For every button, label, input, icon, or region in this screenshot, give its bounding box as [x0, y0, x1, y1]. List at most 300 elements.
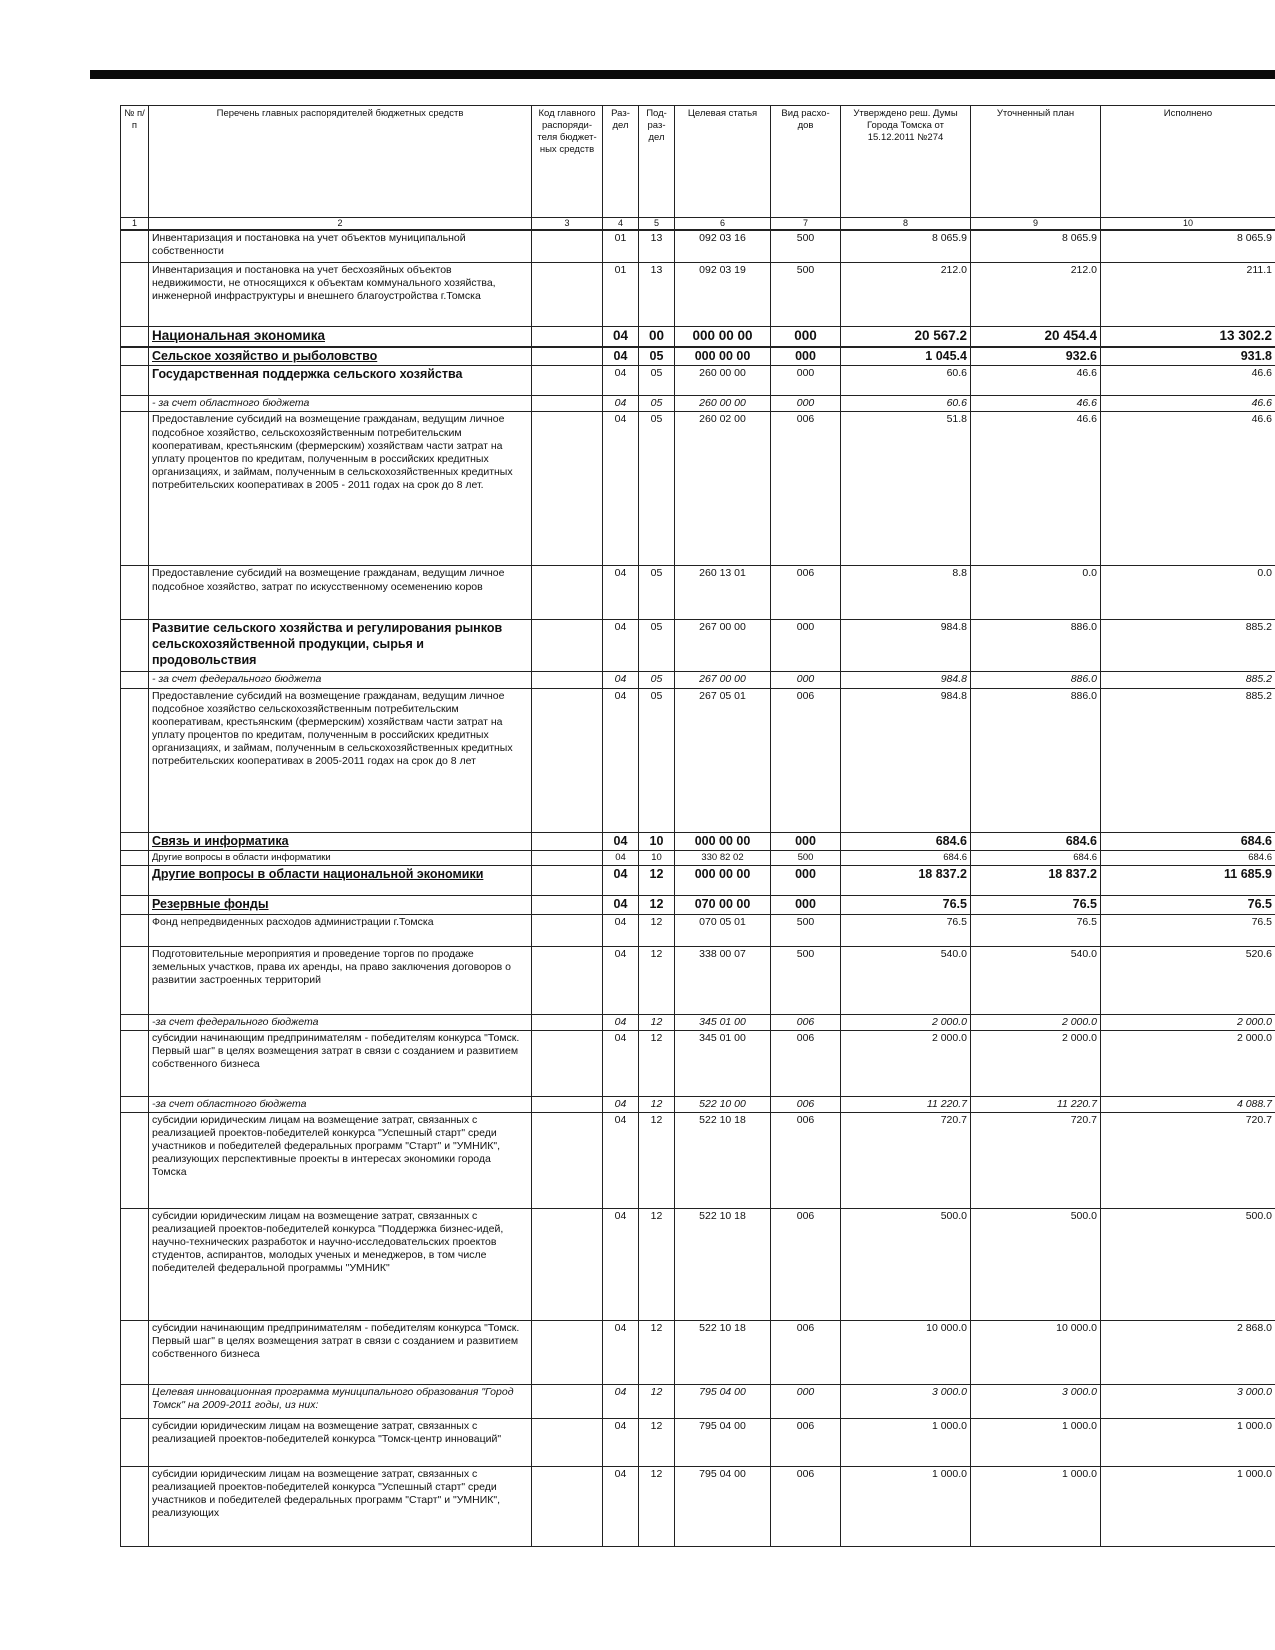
column-number: 1	[121, 218, 149, 231]
table-row	[121, 1096, 1275, 1112]
row-number-cell	[121, 230, 149, 262]
row-podrazdel-cell: 05	[639, 396, 675, 412]
row-number-cell	[121, 1030, 149, 1096]
row-utverzhdeno-cell: 984.8	[841, 688, 971, 832]
row-tsel-cell: 070 05 01	[675, 914, 771, 946]
row-podrazdel-cell: 12	[639, 1418, 675, 1466]
row-tsel-cell: 338 00 07	[675, 946, 771, 1014]
row-ispolneno-cell: 684.6	[1101, 851, 1275, 866]
row-vid-cell: 006	[771, 1030, 841, 1096]
header-name: Перечень главных распорядителей бюджетных средств	[149, 106, 532, 218]
row-podrazdel-cell: 12	[639, 1112, 675, 1208]
table-row	[121, 851, 1275, 866]
row-utochnenny-plan-cell: 886.0	[971, 688, 1101, 832]
table-row	[121, 620, 1275, 672]
row-kod-cell	[532, 1384, 603, 1418]
row-utochnenny-plan-cell: 684.6	[971, 851, 1101, 866]
row-number-cell	[121, 688, 149, 832]
row-utverzhdeno-cell: 984.8	[841, 620, 971, 672]
row-tsel-cell: 345 01 00	[675, 1014, 771, 1030]
row-razdel-cell: 04	[603, 688, 639, 832]
row-utochnenny-plan-cell: 886.0	[971, 620, 1101, 672]
row-kod-cell	[532, 672, 603, 688]
row-podrazdel-cell: 12	[639, 1096, 675, 1112]
row-kod-cell	[532, 832, 603, 851]
header-num: № п/п	[121, 106, 149, 218]
row-razdel-cell: 04	[603, 851, 639, 866]
row-number-cell	[121, 347, 149, 366]
row-vid-cell: 500	[771, 851, 841, 866]
row-utverzhdeno-cell: 3 000.0	[841, 1384, 971, 1418]
row-ispolneno-cell: 1 000.0	[1101, 1466, 1275, 1546]
row-tsel-cell: 522 10 18	[675, 1208, 771, 1320]
row-vid-cell: 006	[771, 1014, 841, 1030]
row-ispolneno-cell: 8 065.9	[1101, 230, 1275, 262]
row-utverzhdeno-cell: 2 000.0	[841, 1030, 971, 1096]
table-body	[121, 230, 1275, 1546]
row-number-cell	[121, 1384, 149, 1418]
row-ispolneno-cell: 76.5	[1101, 914, 1275, 946]
row-utverzhdeno-cell: 10 000.0	[841, 1320, 971, 1384]
row-tsel-cell: 345 01 00	[675, 1030, 771, 1096]
row-ispolneno-cell: 885.2	[1101, 688, 1275, 832]
row-ispolneno-cell: 0.0	[1101, 566, 1275, 620]
row-number-cell	[121, 1096, 149, 1112]
row-ispolneno-cell: 46.6	[1101, 396, 1275, 412]
row-utochnenny-plan-cell: 2 000.0	[971, 1030, 1101, 1096]
row-podrazdel-cell: 12	[639, 896, 675, 915]
column-number: 8	[841, 218, 971, 231]
budget-table	[120, 105, 1275, 1547]
row-number-cell	[121, 412, 149, 566]
row-name-cell: субсидии юридическим лицам на возмещение затрат, связанных с реализацией проектов-победителей конкурса "Успешный старт" среди участников и победителей федеральных программ "Старт" и "УМНИК", реализующих	[149, 1466, 532, 1546]
row-name-cell: -за счет областного бюджета	[149, 1096, 532, 1112]
row-razdel-cell: 04	[603, 412, 639, 566]
row-number-cell	[121, 1466, 149, 1546]
row-utochnenny-plan-cell: 20 454.4	[971, 326, 1101, 346]
row-name-cell: Сельское хозяйство и рыболовство	[149, 347, 532, 366]
table-row	[121, 566, 1275, 620]
row-utverzhdeno-cell: 60.6	[841, 366, 971, 396]
table-row	[121, 1466, 1275, 1546]
row-vid-cell: 000	[771, 672, 841, 688]
row-tsel-cell: 267 00 00	[675, 672, 771, 688]
row-kod-cell	[532, 1096, 603, 1112]
row-utverzhdeno-cell: 720.7	[841, 1112, 971, 1208]
row-podrazdel-cell: 05	[639, 366, 675, 396]
row-number-cell	[121, 914, 149, 946]
row-kod-cell	[532, 1112, 603, 1208]
row-tsel-cell: 000 00 00	[675, 326, 771, 346]
table-row	[121, 412, 1275, 566]
row-utochnenny-plan-cell: 8 065.9	[971, 230, 1101, 262]
row-number-cell	[121, 896, 149, 915]
row-name-cell: субсидии юридическим лицам на возмещение затрат, связанных с реализацией проектов-победителей конкурса "Томск-центр инноваций"	[149, 1418, 532, 1466]
row-name-cell: Фонд непредвиденных расходов администрации г.Томска	[149, 914, 532, 946]
table-row	[121, 1418, 1275, 1466]
row-podrazdel-cell: 13	[639, 230, 675, 262]
row-number-cell	[121, 1418, 149, 1466]
row-utverzhdeno-cell: 60.6	[841, 396, 971, 412]
row-kod-cell	[532, 230, 603, 262]
row-ispolneno-cell: 211.1	[1101, 262, 1275, 326]
row-podrazdel-cell: 10	[639, 851, 675, 866]
row-utochnenny-plan-cell: 932.6	[971, 347, 1101, 366]
row-ispolneno-cell: 3 000.0	[1101, 1384, 1275, 1418]
row-razdel-cell: 04	[603, 672, 639, 688]
row-utverzhdeno-cell: 76.5	[841, 896, 971, 915]
row-kod-cell	[532, 1320, 603, 1384]
row-tsel-cell: 522 10 18	[675, 1112, 771, 1208]
row-utochnenny-plan-cell: 684.6	[971, 832, 1101, 851]
row-podrazdel-cell: 12	[639, 1384, 675, 1418]
table-row	[121, 262, 1275, 326]
row-vid-cell: 000	[771, 832, 841, 851]
row-podrazdel-cell: 05	[639, 620, 675, 672]
row-tsel-cell: 000 00 00	[675, 347, 771, 366]
row-razdel-cell: 04	[603, 1418, 639, 1466]
row-name-cell: Инвентаризация и постановка на учет объектов муниципальной собственности	[149, 230, 532, 262]
row-utochnenny-plan-cell: 2 000.0	[971, 1014, 1101, 1030]
row-vid-cell: 000	[771, 347, 841, 366]
row-name-cell: - за счет областного бюджета	[149, 396, 532, 412]
table-row	[121, 914, 1275, 946]
row-utochnenny-plan-cell: 886.0	[971, 672, 1101, 688]
table-row	[121, 1030, 1275, 1096]
row-kod-cell	[532, 326, 603, 346]
row-podrazdel-cell: 05	[639, 688, 675, 832]
row-tsel-cell: 267 05 01	[675, 688, 771, 832]
row-ispolneno-cell: 76.5	[1101, 896, 1275, 915]
row-vid-cell: 000	[771, 866, 841, 896]
row-tsel-cell: 795 04 00	[675, 1384, 771, 1418]
row-podrazdel-cell: 12	[639, 1030, 675, 1096]
row-kod-cell	[532, 412, 603, 566]
row-ispolneno-cell: 684.6	[1101, 832, 1275, 851]
row-name-cell: Развитие сельского хозяйства и регулирования рынков сельскохозяйственной продукции, сырья и продовольствия	[149, 620, 532, 672]
row-kod-cell	[532, 896, 603, 915]
row-kod-cell	[532, 851, 603, 866]
row-tsel-cell: 267 00 00	[675, 620, 771, 672]
row-utochnenny-plan-cell: 212.0	[971, 262, 1101, 326]
row-utverzhdeno-cell: 2 000.0	[841, 1014, 971, 1030]
row-kod-cell	[532, 566, 603, 620]
row-podrazdel-cell: 12	[639, 1466, 675, 1546]
row-vid-cell: 000	[771, 366, 841, 396]
column-number: 6	[675, 218, 771, 231]
row-razdel-cell: 04	[603, 396, 639, 412]
row-ispolneno-cell: 520.6	[1101, 946, 1275, 1014]
row-name-cell: Резервные фонды	[149, 896, 532, 915]
row-vid-cell: 500	[771, 262, 841, 326]
row-name-cell: Предоставление субсидий на возмещение гражданам, ведущим личное подсобное хозяйство, затрат по искусственному осеменению коров	[149, 566, 532, 620]
row-kod-cell	[532, 866, 603, 896]
table-row	[121, 1014, 1275, 1030]
row-podrazdel-cell: 12	[639, 1208, 675, 1320]
row-number-cell	[121, 672, 149, 688]
row-utverzhdeno-cell: 18 837.2	[841, 866, 971, 896]
row-tsel-cell: 522 10 18	[675, 1320, 771, 1384]
row-razdel-cell: 04	[603, 1208, 639, 1320]
column-number: 10	[1101, 218, 1275, 231]
row-vid-cell: 000	[771, 620, 841, 672]
row-razdel-cell: 04	[603, 1014, 639, 1030]
row-vid-cell: 000	[771, 326, 841, 346]
row-razdel-cell: 04	[603, 832, 639, 851]
row-razdel-cell: 04	[603, 946, 639, 1014]
table-row	[121, 396, 1275, 412]
row-utverzhdeno-cell: 1 000.0	[841, 1418, 971, 1466]
table-row	[121, 866, 1275, 896]
row-podrazdel-cell: 05	[639, 347, 675, 366]
row-name-cell: субсидии юридическим лицам на возмещение затрат, связанных с реализацией проектов-победителей конкурса "Успешный старт" среди участников и победителей федеральных программ "Старт" и "УМНИК", реализующих перспективные проекты в интересах экономики города Томска	[149, 1112, 532, 1208]
header-row	[121, 106, 1275, 218]
column-number: 2	[149, 218, 532, 231]
row-vid-cell: 006	[771, 1466, 841, 1546]
row-razdel-cell: 04	[603, 1320, 639, 1384]
row-ispolneno-cell: 2 868.0	[1101, 1320, 1275, 1384]
row-utverzhdeno-cell: 8.8	[841, 566, 971, 620]
row-razdel-cell: 04	[603, 566, 639, 620]
row-razdel-cell: 04	[603, 620, 639, 672]
row-podrazdel-cell: 12	[639, 1014, 675, 1030]
row-kod-cell	[532, 1418, 603, 1466]
row-tsel-cell: 795 04 00	[675, 1466, 771, 1546]
row-razdel-cell: 04	[603, 1384, 639, 1418]
row-tsel-cell: 522 10 00	[675, 1096, 771, 1112]
row-ispolneno-cell: 931.8	[1101, 347, 1275, 366]
row-ispolneno-cell: 885.2	[1101, 672, 1275, 688]
row-utochnenny-plan-cell: 76.5	[971, 896, 1101, 915]
row-number-cell	[121, 326, 149, 346]
row-name-cell: Государственная поддержка сельского хозяйства	[149, 366, 532, 396]
row-utochnenny-plan-cell: 46.6	[971, 366, 1101, 396]
row-name-cell: субсидии юридическим лицам на возмещение затрат, связанных с реализацией проектов-победителей конкурса "Поддержка бизнес-идей, научно-технических разработок и научно-исследовательских проектов студентов, аспирантов, молодых ученых и менеджеров, в том числе победителей федеральной программы "УМНИК"	[149, 1208, 532, 1320]
row-tsel-cell: 260 13 01	[675, 566, 771, 620]
row-ispolneno-cell: 500.0	[1101, 1208, 1275, 1320]
row-ispolneno-cell: 46.6	[1101, 366, 1275, 396]
row-utochnenny-plan-cell: 720.7	[971, 1112, 1101, 1208]
row-razdel-cell: 04	[603, 914, 639, 946]
top-rule	[90, 70, 1275, 79]
row-utochnenny-plan-cell: 46.6	[971, 412, 1101, 566]
row-tsel-cell: 000 00 00	[675, 832, 771, 851]
table-row	[121, 366, 1275, 396]
row-kod-cell	[532, 396, 603, 412]
row-number-cell	[121, 851, 149, 866]
row-number-cell	[121, 566, 149, 620]
row-podrazdel-cell: 12	[639, 946, 675, 1014]
column-number: 5	[639, 218, 675, 231]
row-utverzhdeno-cell: 684.6	[841, 832, 971, 851]
row-name-cell: Связь и информатика	[149, 832, 532, 851]
row-name-cell: Другие вопросы в области национальной экономики	[149, 866, 532, 896]
column-number: 9	[971, 218, 1101, 231]
row-tsel-cell: 330 82 02	[675, 851, 771, 866]
row-number-cell	[121, 620, 149, 672]
row-utverzhdeno-cell: 1 000.0	[841, 1466, 971, 1546]
table-row	[121, 1384, 1275, 1418]
row-vid-cell: 500	[771, 914, 841, 946]
table-row	[121, 230, 1275, 262]
row-razdel-cell: 04	[603, 366, 639, 396]
row-podrazdel-cell: 05	[639, 566, 675, 620]
header-vid: Вид расхо-дов	[771, 106, 841, 218]
row-number-cell	[121, 396, 149, 412]
table-row	[121, 326, 1275, 346]
header-utochnenny-plan: Уточненный план	[971, 106, 1101, 218]
row-ispolneno-cell: 720.7	[1101, 1112, 1275, 1208]
header-kod: Код главного распоряди-теля бюджет-ных средств	[532, 106, 603, 218]
row-utochnenny-plan-cell: 500.0	[971, 1208, 1101, 1320]
row-vid-cell: 000	[771, 896, 841, 915]
table-row	[121, 672, 1275, 688]
row-number-cell	[121, 866, 149, 896]
table-row	[121, 347, 1275, 366]
row-tsel-cell: 795 04 00	[675, 1418, 771, 1466]
row-vid-cell: 006	[771, 1418, 841, 1466]
row-podrazdel-cell: 12	[639, 914, 675, 946]
row-podrazdel-cell: 10	[639, 832, 675, 851]
row-utverzhdeno-cell: 500.0	[841, 1208, 971, 1320]
row-utochnenny-plan-cell: 46.6	[971, 396, 1101, 412]
row-podrazdel-cell: 13	[639, 262, 675, 326]
row-utochnenny-plan-cell: 76.5	[971, 914, 1101, 946]
row-number-cell	[121, 1208, 149, 1320]
row-vid-cell: 006	[771, 1096, 841, 1112]
row-utochnenny-plan-cell: 10 000.0	[971, 1320, 1101, 1384]
column-number: 4	[603, 218, 639, 231]
row-tsel-cell: 260 00 00	[675, 366, 771, 396]
row-razdel-cell: 04	[603, 1096, 639, 1112]
table-row	[121, 1208, 1275, 1320]
row-vid-cell: 000	[771, 396, 841, 412]
row-razdel-cell: 04	[603, 1112, 639, 1208]
row-ispolneno-cell: 13 302.2	[1101, 326, 1275, 346]
row-razdel-cell: 04	[603, 1030, 639, 1096]
row-tsel-cell: 092 03 16	[675, 230, 771, 262]
row-kod-cell	[532, 1208, 603, 1320]
table-row	[121, 896, 1275, 915]
row-vid-cell: 500	[771, 946, 841, 1014]
column-number: 7	[771, 218, 841, 231]
row-utochnenny-plan-cell: 1 000.0	[971, 1418, 1101, 1466]
header-utverzhdeno: Утверждено реш. Думы Города Томска от 15.12.2011 №274	[841, 106, 971, 218]
row-ispolneno-cell: 885.2	[1101, 620, 1275, 672]
row-ispolneno-cell: 2 000.0	[1101, 1030, 1275, 1096]
row-vid-cell: 006	[771, 412, 841, 566]
row-utverzhdeno-cell: 76.5	[841, 914, 971, 946]
row-utverzhdeno-cell: 51.8	[841, 412, 971, 566]
row-tsel-cell: 260 02 00	[675, 412, 771, 566]
row-utochnenny-plan-cell: 3 000.0	[971, 1384, 1101, 1418]
row-name-cell: Целевая инновационная программа муниципального образования "Город Томск" на 2009-2011 годы, из них:	[149, 1384, 532, 1418]
row-razdel-cell: 01	[603, 262, 639, 326]
row-ispolneno-cell: 46.6	[1101, 412, 1275, 566]
row-vid-cell: 006	[771, 1208, 841, 1320]
row-podrazdel-cell: 12	[639, 866, 675, 896]
row-name-cell: Инвентаризация и постановка на учет бесхозяйных объектов недвижимости, не относящихся к объектам коммунального хозяйства, инженерной инфраструктуры и внешнего благоустройства г.Томска	[149, 262, 532, 326]
row-podrazdel-cell: 05	[639, 672, 675, 688]
row-razdel-cell: 04	[603, 1466, 639, 1546]
column-number: 3	[532, 218, 603, 231]
row-name-cell: Подготовительные мероприятия и проведение торгов по продаже земельных участков, права их аренды, на право заключения договоров о развитии застроенных территорий	[149, 946, 532, 1014]
row-utochnenny-plan-cell: 0.0	[971, 566, 1101, 620]
row-utverzhdeno-cell: 540.0	[841, 946, 971, 1014]
row-kod-cell	[532, 688, 603, 832]
row-utverzhdeno-cell: 212.0	[841, 262, 971, 326]
row-utverzhdeno-cell: 11 220.7	[841, 1096, 971, 1112]
row-name-cell: Предоставление субсидий на возмещение гражданам, ведущим личное подсобное хозяйство, сельскохозяйственным потребительским кооперативам, крестьянским (фермерским) хозяйствам части затрат на уплату процентов по кредитам, полученным в российских кредитных организациях, и займам, полученным в сельскохозяйственных кредитных потребительских кооперативах в 2005 - 2011 годах на срок до 8 лет.	[149, 412, 532, 566]
row-kod-cell	[532, 366, 603, 396]
row-razdel-cell: 04	[603, 347, 639, 366]
row-vid-cell: 006	[771, 1320, 841, 1384]
row-name-cell: Предоставление субсидий на возмещение гражданам, ведущим личное подсобное хозяйство сельскохозяйственным потребительским кооперативам, крестьянским (фермерским) хозяйствам части затрат на уплату процентов по кредитам, полученным в российских кредитных организациях, и займам, полученным в сельскохозяйственных кредитных потребительских кооперативах в 2005-2011 годах на срок до 8 лет	[149, 688, 532, 832]
row-razdel-cell: 04	[603, 866, 639, 896]
row-kod-cell	[532, 347, 603, 366]
row-name-cell: Другие вопросы в области информатики	[149, 851, 532, 866]
row-podrazdel-cell: 00	[639, 326, 675, 346]
row-name-cell: субсидии начинающим предпринимателям - победителям конкурса "Томск. Первый шаг" в целях возмещения затрат в связи с созданием и развитием собственного бизнеса	[149, 1320, 532, 1384]
row-utverzhdeno-cell: 20 567.2	[841, 326, 971, 346]
row-utochnenny-plan-cell: 1 000.0	[971, 1466, 1101, 1546]
row-kod-cell	[532, 1014, 603, 1030]
row-name-cell: субсидии начинающим предпринимателям - победителям конкурса "Томск. Первый шаг" в целях возмещения затрат в связи с созданием и развитием собственного бизнеса	[149, 1030, 532, 1096]
table-row	[121, 832, 1275, 851]
row-ispolneno-cell: 1 000.0	[1101, 1418, 1275, 1466]
row-utverzhdeno-cell: 1 045.4	[841, 347, 971, 366]
row-utverzhdeno-cell: 8 065.9	[841, 230, 971, 262]
row-number-cell	[121, 832, 149, 851]
row-kod-cell	[532, 1466, 603, 1546]
row-utochnenny-plan-cell: 540.0	[971, 946, 1101, 1014]
header-podrazdel: Под-раз-дел	[639, 106, 675, 218]
row-kod-cell	[532, 914, 603, 946]
row-ispolneno-cell: 11 685.9	[1101, 866, 1275, 896]
row-utverzhdeno-cell: 684.6	[841, 851, 971, 866]
row-tsel-cell: 000 00 00	[675, 866, 771, 896]
row-tsel-cell: 070 00 00	[675, 896, 771, 915]
row-number-cell	[121, 1320, 149, 1384]
row-name-cell: - за счет федерального бюджета	[149, 672, 532, 688]
row-vid-cell: 500	[771, 230, 841, 262]
row-razdel-cell: 01	[603, 230, 639, 262]
column-number-row	[121, 218, 1275, 231]
row-tsel-cell: 092 03 19	[675, 262, 771, 326]
row-kod-cell	[532, 946, 603, 1014]
header-ispolneno: Исполнено	[1101, 106, 1275, 218]
row-vid-cell: 006	[771, 1112, 841, 1208]
row-kod-cell	[532, 1030, 603, 1096]
row-razdel-cell: 04	[603, 896, 639, 915]
row-utverzhdeno-cell: 984.8	[841, 672, 971, 688]
row-podrazdel-cell: 05	[639, 412, 675, 566]
table-row	[121, 688, 1275, 832]
row-number-cell	[121, 1112, 149, 1208]
row-ispolneno-cell: 2 000.0	[1101, 1014, 1275, 1030]
row-vid-cell: 006	[771, 566, 841, 620]
row-kod-cell	[532, 262, 603, 326]
row-tsel-cell: 260 00 00	[675, 396, 771, 412]
row-utochnenny-plan-cell: 11 220.7	[971, 1096, 1101, 1112]
row-razdel-cell: 04	[603, 326, 639, 346]
row-number-cell	[121, 1014, 149, 1030]
row-podrazdel-cell: 12	[639, 1320, 675, 1384]
table-row	[121, 1112, 1275, 1208]
table-row	[121, 1320, 1275, 1384]
row-name-cell: -за счет федерального бюджета	[149, 1014, 532, 1030]
table-row	[121, 946, 1275, 1014]
